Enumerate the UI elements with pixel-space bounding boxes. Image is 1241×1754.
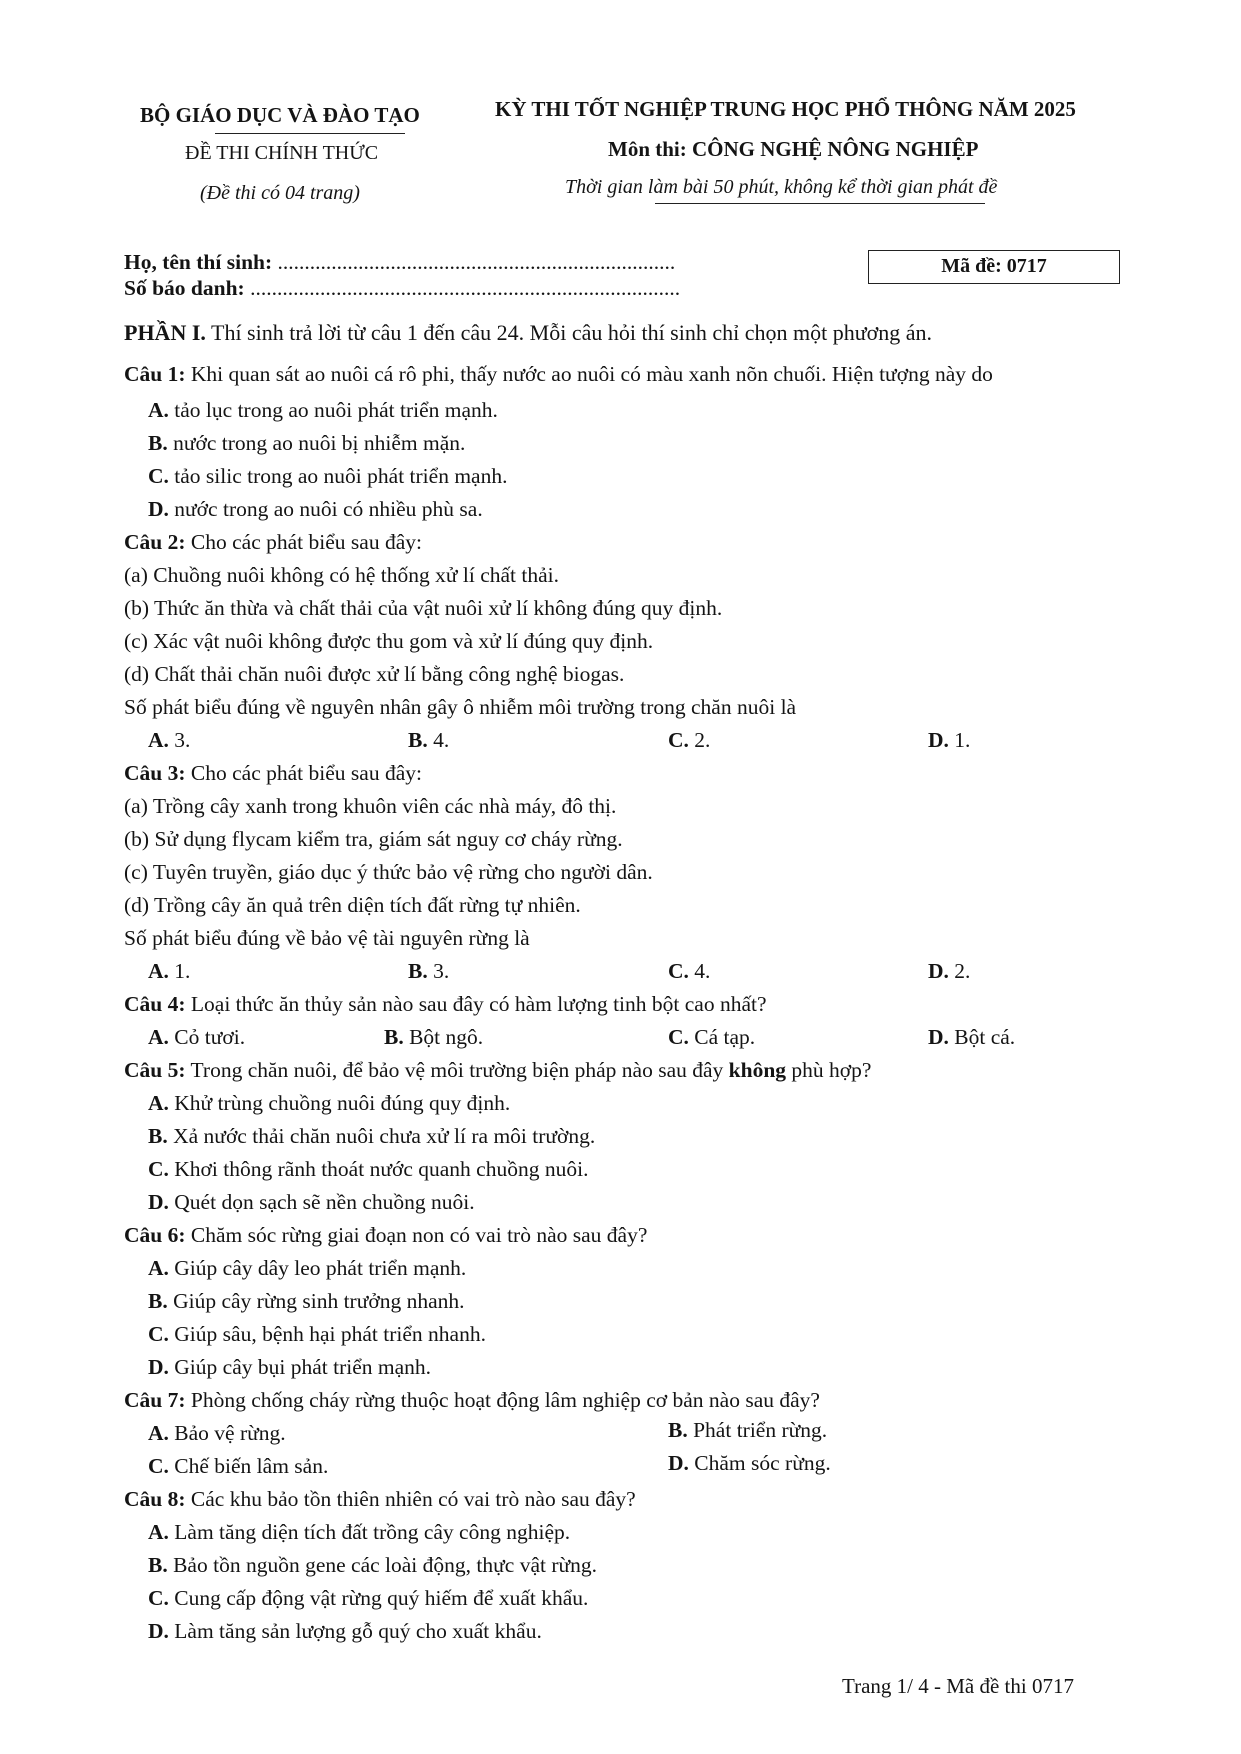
q6-option-d xyxy=(148,1355,431,1380)
option-text: Cá tạp. xyxy=(694,1025,756,1049)
option-key: C. xyxy=(148,1586,169,1610)
option-text: nước trong ao nuôi có nhiều phù sa. xyxy=(174,497,483,521)
option-text: Chế biến lâm sản. xyxy=(174,1454,329,1478)
option-text: Bột ngô. xyxy=(409,1025,484,1049)
part1-instruction: Thí sinh trả lời từ câu 1 đến câu 24. Mỗi câu hỏi thí sinh chỉ chọn một phương án. xyxy=(211,320,933,345)
question-text: Cho các phát biểu sau đây: xyxy=(190,761,422,785)
option-key: D. xyxy=(148,497,169,521)
option-text: 2. xyxy=(694,728,711,752)
q7-option-a xyxy=(148,1421,286,1446)
q4-option-b xyxy=(384,1025,483,1050)
q2-statement-d: (d) Chất thải chăn nuôi được xử lí bằng công nghệ biogas. xyxy=(124,662,625,686)
q2-statement-c: (c) Xác vật nuôi không được thu gom và xử lí đúng quy định. xyxy=(124,629,654,653)
option-text: Khơi thông rãnh thoát nước quanh chuồng nuôi. xyxy=(174,1157,589,1181)
time-note: Thời gian làm bài 50 phút, không kể thời gian phát đề xyxy=(565,176,998,198)
option-key: C. xyxy=(148,1454,169,1478)
option-key: B. xyxy=(668,1418,688,1442)
option-key: D. xyxy=(928,959,949,983)
subject-name: CÔNG NGHỆ NÔNG NGHIỆP xyxy=(692,137,979,161)
q8-option-a xyxy=(148,1520,570,1545)
part1-heading xyxy=(124,320,932,346)
option-text: Giúp sâu, bệnh hại phát triển nhanh. xyxy=(174,1322,486,1346)
option-text: 3. xyxy=(433,959,450,983)
q3-option-c xyxy=(668,959,710,984)
option-key: D. xyxy=(928,728,949,752)
q2-option-d xyxy=(928,728,970,753)
pages-note: (Đề thi có 04 trang) xyxy=(200,182,360,204)
option-key: A. xyxy=(148,728,169,752)
q8-option-c xyxy=(148,1586,588,1611)
question-7 xyxy=(124,1388,820,1413)
option-text: 1. xyxy=(954,728,971,752)
question-label: Câu 2: xyxy=(124,530,186,554)
q6-option-b xyxy=(148,1289,465,1314)
question-label: Câu 7: xyxy=(124,1388,186,1412)
question-emphasis: không xyxy=(728,1058,787,1082)
option-key: A. xyxy=(148,1256,169,1280)
question-text: Trong chăn nuôi, để bảo vệ môi trường biện pháp nào sau đây xyxy=(190,1058,724,1082)
subject-label: Môn thi: xyxy=(608,137,687,161)
option-text: Phát triển rừng. xyxy=(693,1418,828,1442)
q3-stem: Số phát biểu đúng về bảo vệ tài nguyên rừng là xyxy=(124,926,530,950)
option-key: C. xyxy=(668,728,689,752)
option-text: Quét dọn sạch sẽ nền chuồng nuôi. xyxy=(174,1190,475,1214)
option-text: 4. xyxy=(694,959,711,983)
q8-option-b xyxy=(148,1553,597,1578)
q8-option-d xyxy=(148,1619,542,1644)
q2-option-c xyxy=(668,728,710,753)
option-text: Bảo vệ rừng. xyxy=(174,1421,286,1445)
option-key: B. xyxy=(148,1289,168,1313)
option-text: Giúp cây bụi phát triển mạnh. xyxy=(174,1355,432,1379)
option-key: C. xyxy=(668,959,689,983)
q2-stem: Số phát biểu đúng về nguyên nhân gây ô nhiễm môi trường trong chăn nuôi là xyxy=(124,695,797,719)
question-8 xyxy=(124,1487,636,1512)
question-label: Câu 4: xyxy=(124,992,186,1016)
question-5 xyxy=(124,1058,871,1083)
option-text: Làm tăng diện tích đất trồng cây công nghiệp. xyxy=(174,1520,571,1544)
option-text: Giúp cây dây leo phát triển mạnh. xyxy=(174,1256,467,1280)
q3-option-b xyxy=(408,959,449,984)
option-text: Chăm sóc rừng. xyxy=(694,1451,831,1475)
question-1 xyxy=(124,362,993,387)
option-key: B. xyxy=(148,1553,168,1577)
question-text: Các khu bảo tồn thiên nhiên có vai trò nào sau đây? xyxy=(190,1487,636,1511)
q5-option-a xyxy=(148,1091,510,1116)
exam-type: ĐỀ THI CHÍNH THỨC xyxy=(185,142,379,164)
q3-option-a xyxy=(148,959,190,984)
option-text: 3. xyxy=(174,728,191,752)
question-label: Câu 5: xyxy=(124,1058,186,1082)
question-6 xyxy=(124,1223,647,1248)
option-key: D. xyxy=(148,1190,169,1214)
question-text-end: phù hợp? xyxy=(791,1058,872,1082)
option-text: Khử trùng chuồng nuôi đúng quy định. xyxy=(174,1091,511,1115)
exam-code-box xyxy=(868,250,1120,284)
option-key: D. xyxy=(668,1451,689,1475)
ministry-name: BỘ GIÁO DỤC VÀ ĐÀO TẠO xyxy=(140,103,420,127)
question-text: Phòng chống cháy rừng thuộc hoạt động lâm nghiệp cơ bản nào sau đây? xyxy=(190,1388,820,1412)
q3-statement-d: (d) Trồng cây ăn quả trên diện tích đất rừng tự nhiên. xyxy=(124,893,581,917)
q2-statement-a: (a) Chuồng nuôi không có hệ thống xử lí chất thải. xyxy=(124,563,560,587)
option-text: Làm tăng sản lượng gỗ quý cho xuất khẩu. xyxy=(174,1619,542,1643)
option-text: 1. xyxy=(174,959,191,983)
q5-option-b xyxy=(148,1124,595,1149)
exam-code-label: Mã đề: xyxy=(941,255,1002,277)
time-underline xyxy=(655,203,985,204)
q7-option-c xyxy=(148,1454,328,1479)
option-key: A. xyxy=(148,1091,169,1115)
question-text: Loại thức ăn thủy sản nào sau đây có hàm lượng tinh bột cao nhất? xyxy=(190,992,767,1016)
q2-option-a xyxy=(148,728,190,753)
exam-code-value: 0717 xyxy=(1006,255,1047,277)
option-text: Xả nước thải chăn nuôi chưa xử lí ra môi trường. xyxy=(173,1124,596,1148)
exam-title: KỲ THI TỐT NGHIỆP TRUNG HỌC PHỔ THÔNG NĂM 2025 xyxy=(495,97,1076,121)
ministry-underline xyxy=(215,133,405,134)
candidate-id-label: Số báo danh: xyxy=(124,276,245,300)
question-3 xyxy=(124,761,422,786)
option-key: B. xyxy=(384,1025,404,1049)
option-text: Cỏ tươi. xyxy=(174,1025,246,1049)
option-text: Bột cá. xyxy=(954,1025,1016,1049)
q4-option-a xyxy=(148,1025,245,1050)
option-key: B. xyxy=(408,728,428,752)
candidate-name-line xyxy=(124,250,675,275)
candidate-id-dots: ................................................................................ xyxy=(250,276,681,300)
option-text: tảo lục trong ao nuôi phát triển mạnh. xyxy=(174,398,498,422)
option-key: A. xyxy=(148,1520,169,1544)
page-footer: Trang 1/ 4 - Mã đề thi 0717 xyxy=(842,1674,1074,1698)
option-key: B. xyxy=(148,1124,168,1148)
q7-option-b xyxy=(668,1418,827,1443)
subject-line xyxy=(608,137,978,162)
question-text: Chăm sóc rừng giai đoạn non có vai trò nào sau đây? xyxy=(190,1223,648,1247)
q4-option-c xyxy=(668,1025,755,1050)
q6-option-c xyxy=(148,1322,486,1347)
option-text: 2. xyxy=(954,959,971,983)
q2-option-b xyxy=(408,728,449,753)
question-2 xyxy=(124,530,422,555)
option-key: B. xyxy=(148,431,168,455)
question-label: Câu 3: xyxy=(124,761,186,785)
option-text: nước trong ao nuôi bị nhiễm mặn. xyxy=(173,431,466,455)
option-key: C. xyxy=(668,1025,689,1049)
option-text: 4. xyxy=(433,728,450,752)
q5-option-d xyxy=(148,1190,475,1215)
question-4 xyxy=(124,992,767,1017)
question-label: Câu 8: xyxy=(124,1487,186,1511)
q3-statement-a: (a) Trồng cây xanh trong khuôn viên các nhà máy, đô thị. xyxy=(124,794,617,818)
option-key: C. xyxy=(148,464,169,488)
option-key: D. xyxy=(928,1025,949,1049)
q6-option-a xyxy=(148,1256,466,1281)
q1-option-b xyxy=(148,431,465,456)
q5-option-c xyxy=(148,1157,588,1182)
q1-option-d xyxy=(148,497,483,522)
question-text: Khi quan sát ao nuôi cá rô phi, thấy nước ao nuôi có màu xanh nõn chuối. Hiện tượng này do xyxy=(190,362,993,386)
option-text: Bảo tồn nguồn gene các loài động, thực vật rừng. xyxy=(173,1553,598,1577)
q4-option-d xyxy=(928,1025,1015,1050)
q2-statement-b: (b) Thức ăn thừa và chất thải của vật nuôi xử lí không đúng quy định. xyxy=(124,596,723,620)
option-key: A. xyxy=(148,398,169,422)
option-key: D. xyxy=(148,1619,169,1643)
option-key: A. xyxy=(148,1421,169,1445)
option-text: Giúp cây rừng sinh trưởng nhanh. xyxy=(173,1289,465,1313)
option-key: C. xyxy=(148,1157,169,1181)
option-text: tảo silic trong ao nuôi phát triển mạnh. xyxy=(174,464,508,488)
q3-statement-c: (c) Tuyên truyền, giáo dục ý thức bảo vệ rừng cho người dân. xyxy=(124,860,653,884)
question-label: Câu 6: xyxy=(124,1223,186,1247)
part1-title: PHẦN I. xyxy=(124,320,206,345)
option-key: A. xyxy=(148,959,169,983)
option-key: C. xyxy=(148,1322,169,1346)
q3-statement-b: (b) Sử dụng flycam kiểm tra, giám sát nguy cơ cháy rừng. xyxy=(124,827,623,851)
q7-option-d xyxy=(668,1451,831,1476)
candidate-id-line xyxy=(124,276,680,301)
option-key: B. xyxy=(408,959,428,983)
candidate-name-dots: .......................................................................... xyxy=(277,250,676,274)
candidate-name-label: Họ, tên thí sinh: xyxy=(124,250,273,274)
q1-option-c xyxy=(148,464,507,489)
q1-option-a xyxy=(148,398,498,423)
q3-option-d xyxy=(928,959,970,984)
option-key: D. xyxy=(148,1355,169,1379)
option-text: Cung cấp động vật rừng quý hiếm để xuất khẩu. xyxy=(174,1586,589,1610)
option-key: A. xyxy=(148,1025,169,1049)
question-text: Cho các phát biểu sau đây: xyxy=(190,530,422,554)
question-label: Câu 1: xyxy=(124,362,186,386)
